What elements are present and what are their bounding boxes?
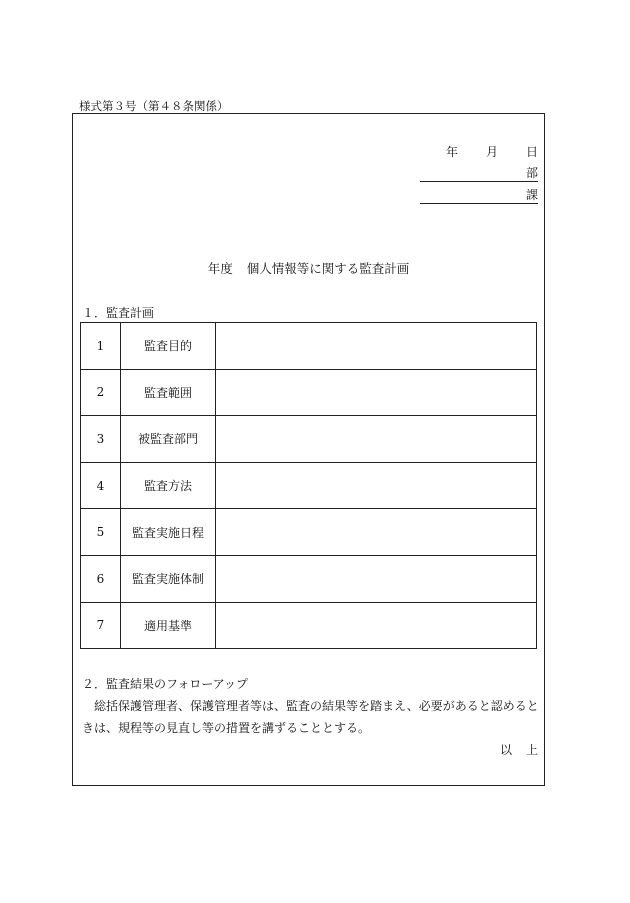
followup-heading: ２．監査結果のフォローアップ <box>82 677 248 691</box>
month-label: 月 <box>485 145 498 159</box>
table-row <box>81 323 537 370</box>
closing-first: 以 <box>499 743 512 757</box>
row-value-cell[interactable] <box>216 462 537 509</box>
department-label: 部 <box>525 166 538 180</box>
row-value-cell[interactable] <box>216 555 537 602</box>
row-label: 監査方法 <box>121 462 216 509</box>
row-number: 1 <box>81 323 121 370</box>
row-number: 6 <box>81 555 121 602</box>
closing-mark <box>500 741 538 758</box>
day-label: 日 <box>525 145 538 159</box>
form-number: 様式第３号（第４８条関係） <box>79 99 229 113</box>
row-number: 4 <box>81 462 121 509</box>
closing-second: 上 <box>525 743 538 757</box>
title-prefix: 年度 <box>207 261 233 276</box>
row-value-cell[interactable] <box>216 416 537 463</box>
row-label: 監査範囲 <box>121 369 216 416</box>
table-row <box>81 462 537 509</box>
row-number: 3 <box>81 416 121 463</box>
row-label: 監査目的 <box>121 323 216 370</box>
year-label: 年 <box>445 145 458 159</box>
section-field[interactable] <box>420 187 538 204</box>
table-row <box>81 416 537 463</box>
row-value-cell[interactable] <box>216 509 537 556</box>
audit-plan-table <box>80 322 537 649</box>
department-field[interactable] <box>420 165 538 182</box>
title-main: 個人情報等に関する監査計画 <box>246 261 410 276</box>
row-value-cell[interactable] <box>216 369 537 416</box>
table-row <box>81 555 537 602</box>
row-label: 監査実施日程 <box>121 509 216 556</box>
row-number: 7 <box>81 602 121 649</box>
row-label: 監査実施体制 <box>121 555 216 602</box>
row-label: 被監査部門 <box>121 416 216 463</box>
table-row <box>81 509 537 556</box>
form-frame <box>72 113 545 786</box>
followup-body: 総括保護管理者、保護管理者等は、監査の結果等を踏まえ、必要があると認めるときは、規程等の見直し等の措置を講ずることとする。 <box>82 699 539 735</box>
row-value-cell[interactable] <box>216 602 537 649</box>
section-label: 課 <box>525 188 538 202</box>
row-label: 適用基準 <box>121 602 216 649</box>
table-row <box>81 602 537 649</box>
audit-plan-heading: １．監査計画 <box>82 306 155 320</box>
date-line <box>446 143 538 160</box>
row-number: 5 <box>81 509 121 556</box>
document-title <box>73 259 544 277</box>
table-row <box>81 369 537 416</box>
row-value-cell[interactable] <box>216 323 537 370</box>
row-number: 2 <box>81 369 121 416</box>
